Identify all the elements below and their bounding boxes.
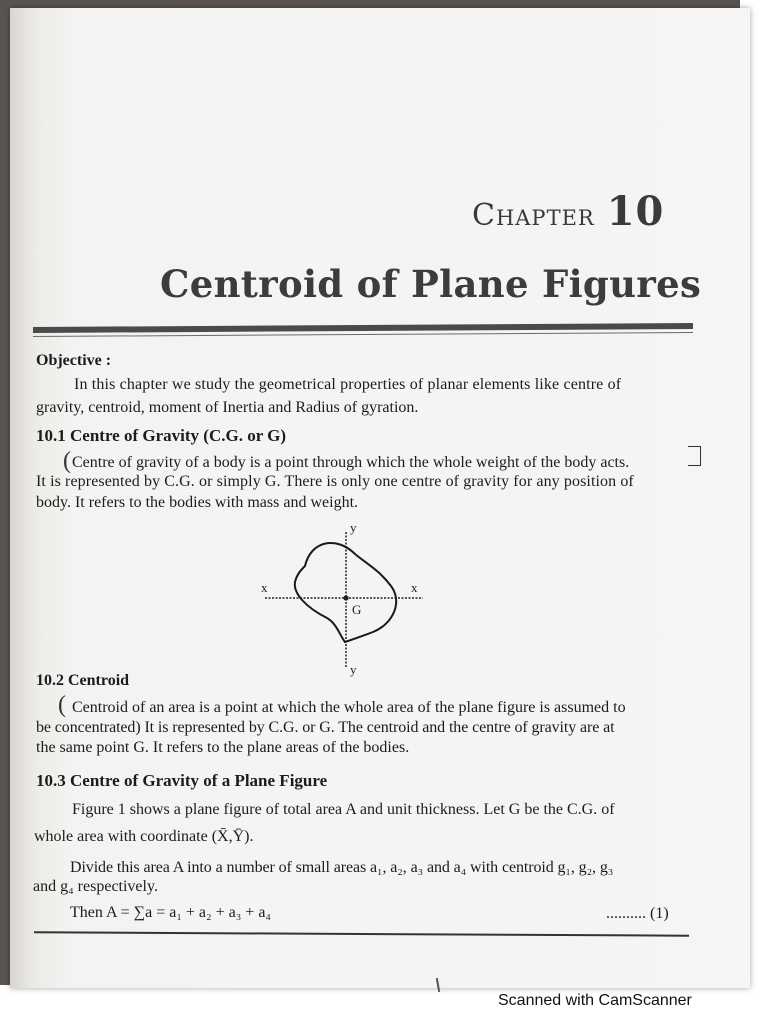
section-10-1-line-2: It is represented by C.G. or simply G. There is only one centre of gravity for any position of bbox=[36, 473, 634, 490]
axis-label-x-right: x bbox=[411, 580, 418, 595]
axis-label-y-top: y bbox=[350, 520, 357, 535]
margin-paren-mark-2: ( bbox=[58, 692, 66, 718]
centroid-point bbox=[343, 595, 348, 600]
centroid-figure bbox=[255, 518, 435, 680]
section-10-1-line-3: body. It refers to the bodies with mass and weight. bbox=[36, 494, 359, 511]
section-10-2-line-2: be concentrated) It is represented by C.G. or G. The centroid and the centre of gravity are at bbox=[36, 719, 615, 736]
equation-1: Then A = ∑a = a₁ + a₂ + a₃ + a₄ bbox=[70, 904, 272, 921]
section-10-3-line-1: Figure 1 shows a plane figure of total area A and unit thickness. Let G be the C.G. of bbox=[72, 801, 615, 818]
axis-label-y-bottom: y bbox=[350, 662, 357, 677]
section-10-2-heading: 10.2 Centroid bbox=[36, 672, 130, 689]
objective-line-2: gravity, centroid, moment of Inertia and Radius of gyration. bbox=[36, 399, 419, 416]
section-10-2-line-1: Centroid of an area is a point at which the whole area of the plane figure is assumed to bbox=[72, 699, 626, 716]
chapter-word: Chapter bbox=[472, 198, 595, 233]
margin-paren-mark: ( bbox=[63, 448, 71, 474]
chapter-number: 10 bbox=[606, 188, 665, 235]
chapter-label bbox=[472, 188, 664, 235]
scanner-watermark: Scanned with CamScanner bbox=[498, 992, 692, 1009]
centroid-label: G bbox=[352, 602, 362, 617]
section-10-3-line-2: whole area with coordinate (X̄,Ȳ). bbox=[34, 828, 254, 845]
objective-line-1: In this chapter we study the geometrical properties of planar elements like centre of bbox=[74, 376, 622, 393]
chapter-title: Centroid of Plane Figures bbox=[160, 262, 702, 306]
section-10-1-line-1: Centre of gravity of a body is a point through which the whole weight of the body acts. bbox=[72, 454, 630, 471]
section-10-2-line-3: the same point G. It refers to the plane areas of the bodies. bbox=[36, 739, 410, 756]
section-10-3-line-4: and g₄ respectively. bbox=[33, 878, 158, 895]
section-10-3-line-3: Divide this area A into a number of small areas a₁, a₂, a₃ and a₄ with centroid g₁, g₂, g₃ bbox=[70, 859, 614, 876]
section-10-3-heading: 10.3 Centre of Gravity of a Plane Figure bbox=[36, 771, 328, 790]
section-10-1-heading: 10.1 Centre of Gravity (C.G. or G) bbox=[36, 426, 287, 445]
equation-number: .......... (1) bbox=[606, 905, 669, 922]
margin-bracket-mark bbox=[688, 446, 701, 466]
axis-label-x-left: x bbox=[261, 580, 268, 595]
objective-heading: Objective : bbox=[36, 352, 112, 369]
